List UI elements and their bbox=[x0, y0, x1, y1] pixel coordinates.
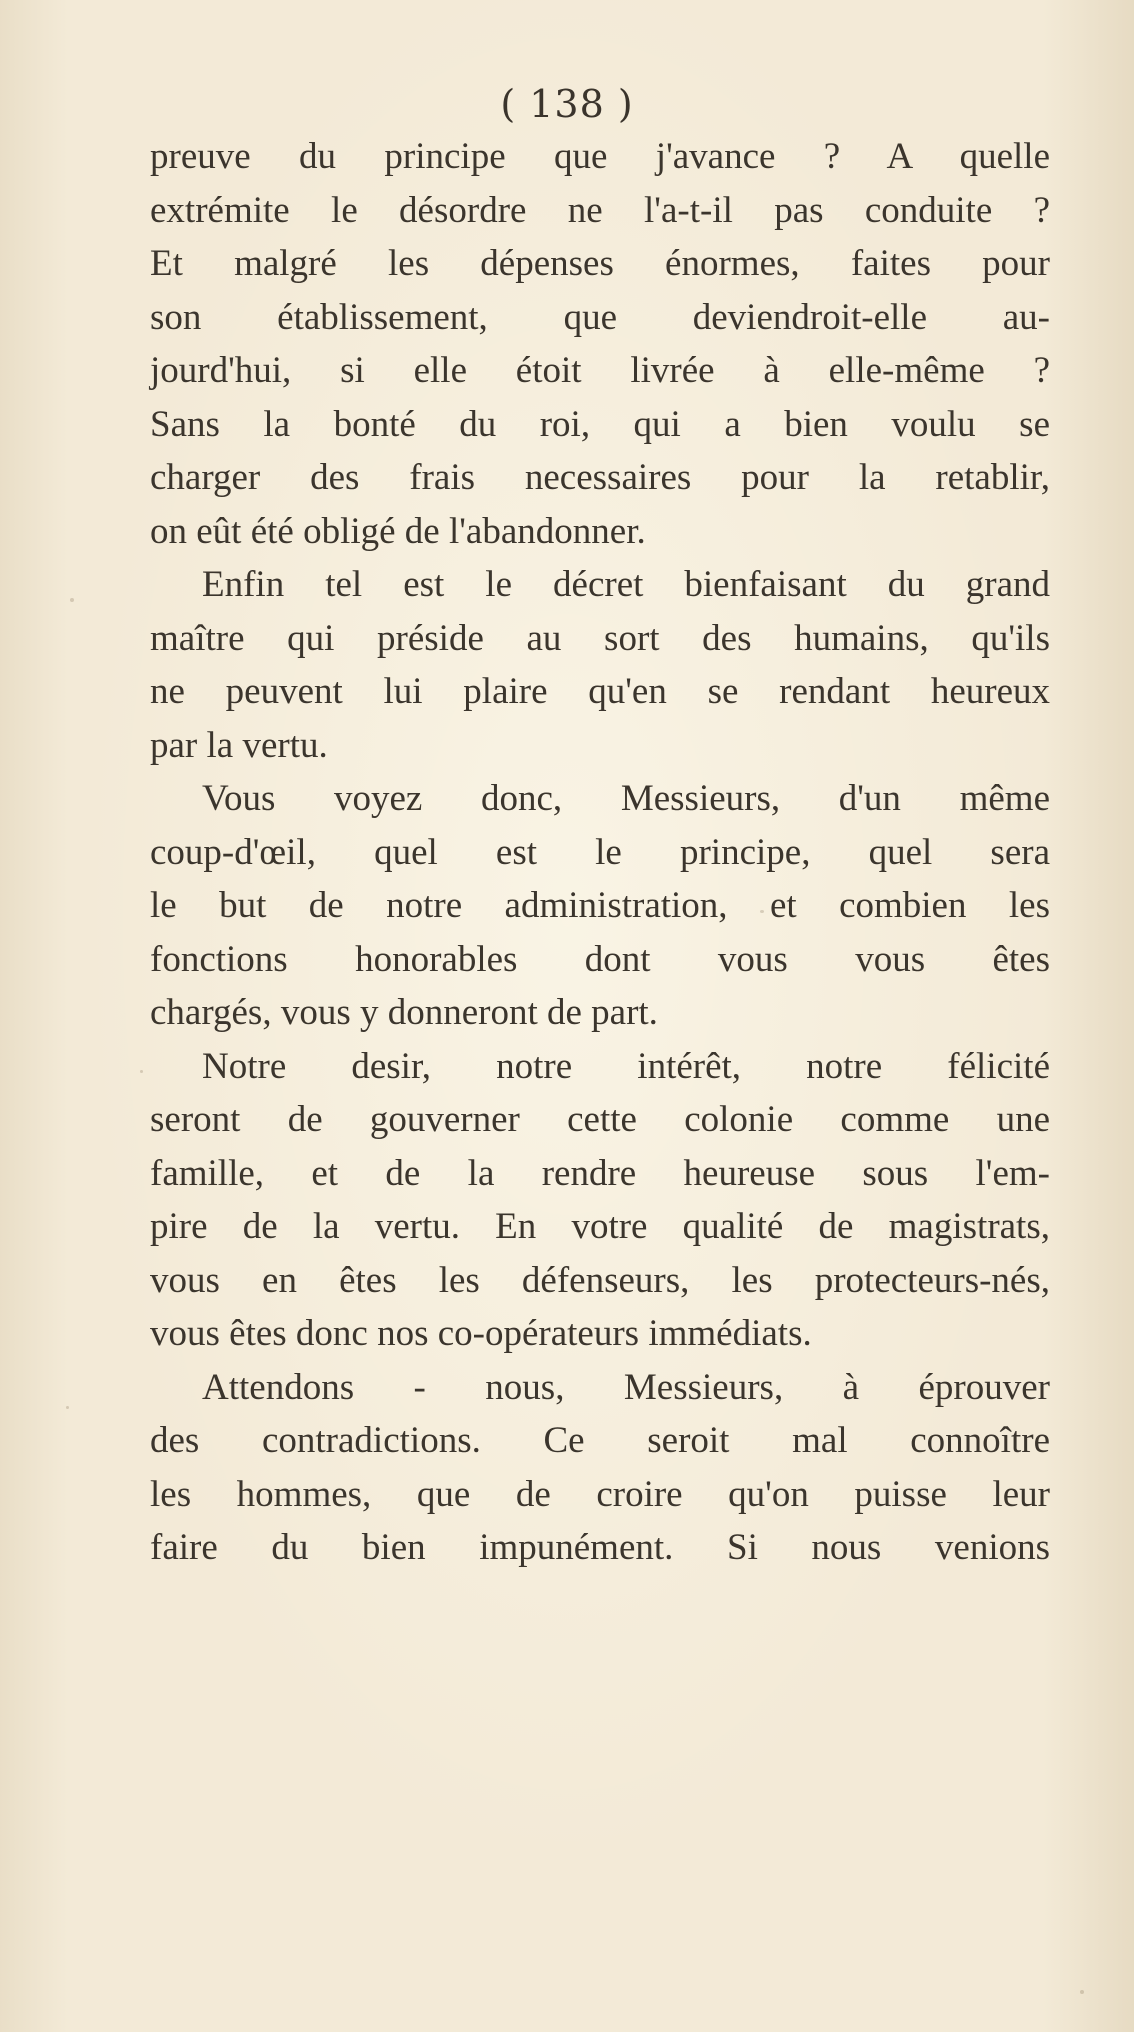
text-line: fonctions honorables dont vous vous êtes bbox=[150, 938, 1050, 980]
text-line: Sans la bonté du roi, qui a bien voulu se bbox=[150, 403, 1050, 445]
text-line: le but de notre administration, et combien les bbox=[150, 885, 1050, 926]
text-line: Notre desir, notre intérêt, notre félicité bbox=[202, 1045, 1050, 1087]
text-line: Et malgré les dépenses énormes, faites pour bbox=[150, 243, 1050, 284]
page-number: ( 138 ) bbox=[500, 82, 634, 126]
text-line: Enfin tel est le décret bienfaisant du grand bbox=[202, 564, 1050, 605]
text-line: des contradictions. Ce seroit mal connoître bbox=[150, 1420, 1050, 1461]
text-line: vous êtes donc nos co-opérateurs immédiats. bbox=[150, 1313, 812, 1354]
text-line: coup-d'œil, quel est le principe, quel sera bbox=[150, 831, 1050, 873]
text-line: jourd'hui, si elle étoit livrée à elle-même ? bbox=[150, 350, 1050, 391]
text-line: pire de la vertu. En votre qualité de magistrats, bbox=[150, 1206, 1050, 1247]
text-line: on eût été obligé de l'abandonner. bbox=[150, 510, 646, 552]
text-line: Vous voyez donc, Messieurs, d'un même bbox=[202, 778, 1050, 819]
paper-speck bbox=[140, 1070, 143, 1073]
text-line: par la vertu. bbox=[150, 724, 328, 766]
paper-speck bbox=[66, 1406, 69, 1409]
text-line: famille, et de la rendre heureuse sous l'em- bbox=[150, 1152, 1050, 1194]
text-line: les hommes, que de croire qu'on puisse leur bbox=[150, 1473, 1050, 1515]
text-line: preuve du principe que j'avance ? A quelle bbox=[150, 136, 1050, 177]
text-line: vous en êtes les défenseurs, les protecteurs-nés, bbox=[150, 1259, 1050, 1301]
text-line: son établissement, que deviendroit-elle au- bbox=[150, 296, 1050, 338]
text-line: Attendons - nous, Messieurs, à éprouver bbox=[202, 1366, 1050, 1408]
paper-speck bbox=[70, 598, 74, 602]
text-line: extrémite le désordre ne l'a-t-il pas conduite ? bbox=[150, 189, 1050, 231]
text-line: faire du bien impunément. Si nous venions bbox=[150, 1527, 1050, 1568]
paper-speck bbox=[760, 910, 764, 913]
paper-speck bbox=[1080, 1990, 1084, 1994]
text-line: maître qui préside au sort des humains, qu'ils bbox=[150, 617, 1050, 659]
text-line: seront de gouverner cette colonie comme une bbox=[150, 1099, 1050, 1140]
text-line: charger des frais necessaires pour la retablir, bbox=[150, 457, 1050, 498]
text-line: chargés, vous y donneront de part. bbox=[150, 992, 658, 1033]
paper-speck bbox=[1015, 590, 1018, 593]
body-text bbox=[150, 130, 1050, 1575]
text-line: ne peuvent lui plaire qu'en se rendant heureux bbox=[150, 671, 1050, 712]
